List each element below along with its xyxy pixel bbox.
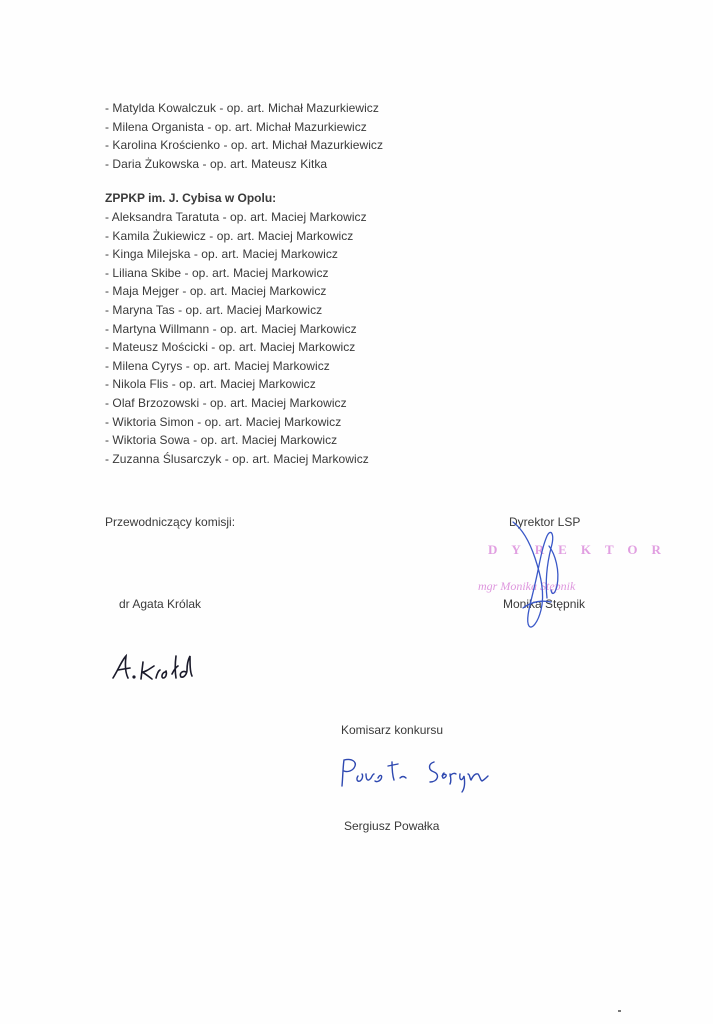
list-item: - Matylda Kowalczuk - op. art. Michał Mazurkiewicz	[105, 101, 379, 115]
list-item: - Kinga Milejska - op. art. Maciej Markowicz	[105, 247, 338, 262]
list-item: - Aleksandra Taratuta - op. art. Maciej Markowicz	[105, 210, 367, 224]
stamp-title: DYREKTOR	[488, 542, 675, 557]
list-item: - Zuzanna Ślusarczyk - op. art. Maciej Markowicz	[105, 451, 369, 466]
section-heading: ZPPKP im. J. Cybisa w Opolu:	[105, 191, 277, 205]
participant-list-1	[105, 99, 383, 173]
list-item: - Milena Organista - op. art. Michał Mazurkiewicz	[105, 119, 367, 134]
list-item: - Karolina Krościenko - op. art. Michał Mazurkiewicz	[105, 138, 384, 153]
list-item: - Milena Cyrys - op. art. Maciej Markowicz	[105, 358, 330, 373]
participant-list-2	[105, 208, 369, 468]
commissioner-label: Komisarz konkursu	[341, 723, 444, 737]
list-item: - Wiktoria Sowa - op. art. Maciej Markowicz	[105, 433, 338, 448]
commissioner-name: Sergiusz Powałka	[344, 819, 440, 833]
commissioner-signature	[336, 754, 491, 796]
list-item: - Wiktoria Simon - op. art. Maciej Markowicz	[105, 414, 342, 429]
stamp-name: mgr Monika Stępnik	[478, 579, 576, 593]
list-item: - Maja Mejger - op. art. Maciej Markowicz	[105, 284, 327, 299]
director-signature	[505, 518, 575, 643]
director-label: Dyrektor LSP	[509, 515, 581, 529]
list-item: - Nikola Flis - op. art. Maciej Markowicz	[105, 377, 316, 392]
list-item: - Mateusz Mościcki - op. art. Maciej Markowicz	[105, 340, 356, 355]
list-item: - Martyna Willmann - op. art. Maciej Markowicz	[105, 321, 357, 336]
list-item: - Maryna Tas - op. art. Maciej Markowicz	[105, 302, 323, 317]
chairman-signature	[110, 648, 210, 686]
list-item: - Daria Żukowska - op. art. Mateusz Kitka	[105, 156, 328, 171]
director-name: Monika Stępnik	[503, 597, 586, 611]
chairman-label: Przewodniczący komisji:	[105, 515, 236, 529]
scan-speck	[618, 1010, 621, 1012]
chairman-name: dr Agata Królak	[119, 597, 202, 611]
list-item: - Kamila Żukiewicz - op. art. Maciej Markowicz	[105, 228, 354, 243]
list-item: - Liliana Skibe - op. art. Maciej Markowicz	[105, 265, 329, 280]
list-item: - Olaf Brzozowski - op. art. Maciej Markowicz	[105, 395, 347, 410]
